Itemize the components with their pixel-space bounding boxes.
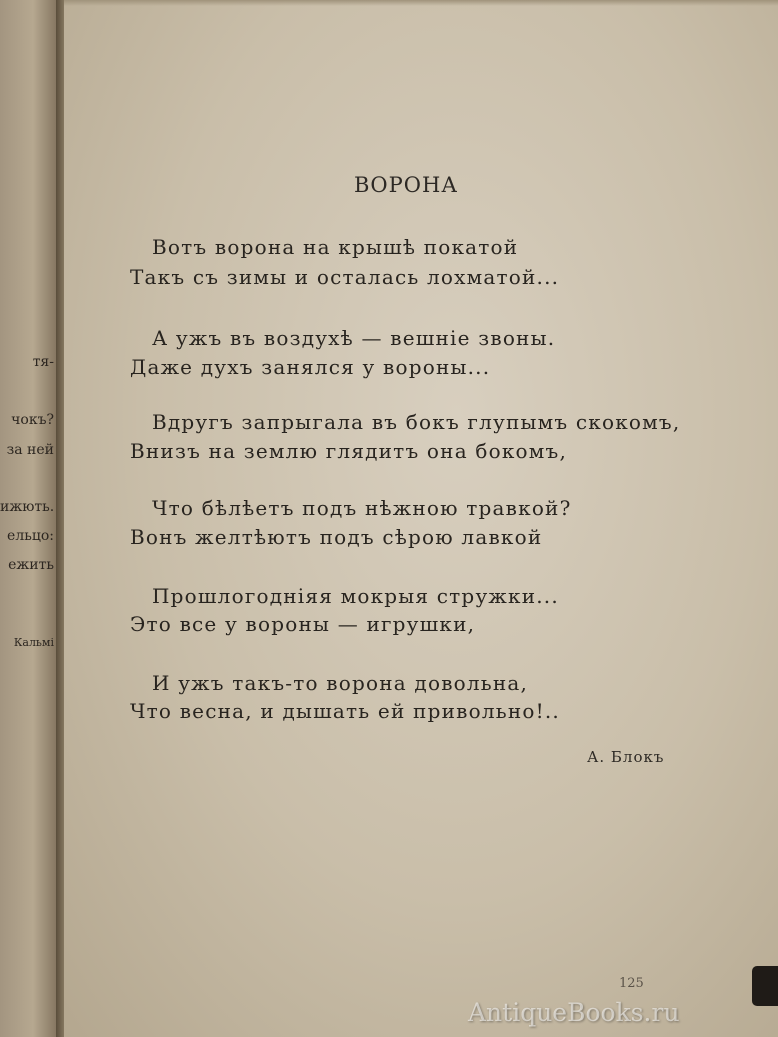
poem-line: Внизъ на землю глядитъ она бокомъ, [130, 439, 568, 463]
author-signature: А. Блокъ [587, 748, 665, 766]
poem-line: Что весна, и дышать ей привольно!.. [130, 699, 560, 723]
prev-page-fragment: Кальмі [13, 636, 54, 649]
prev-page-fragment: ежить [8, 557, 54, 573]
previous-page-edge [0, 0, 60, 1037]
poem-line: Прошлогодніяя мокрыя стружки... [152, 584, 559, 608]
watermark: AntiqueBooks.ru [468, 998, 680, 1027]
prev-page-fragment: тя- [32, 354, 54, 370]
prev-page-fragment: ижють. [0, 499, 55, 515]
page-number: 125 [619, 976, 644, 991]
prev-page-fragment: за ней [6, 442, 54, 458]
poem-line: Вдругъ запрыгала въ бокъ глупымъ скокомъ, [152, 410, 681, 434]
poem-title: ВОРОНА [354, 173, 459, 197]
poem-line: Это все у вороны — игрушки, [130, 612, 476, 636]
poem-line: И ужъ такъ-то ворона довольна, [152, 671, 529, 695]
book-page [64, 0, 778, 1037]
poem-line: Даже духъ занялся у вороны... [130, 355, 491, 379]
poem-line: Такъ съ зимы и осталась лохматой... [130, 265, 560, 289]
book-clip [752, 966, 778, 1006]
prev-page-fragment: чокъ? [11, 412, 54, 428]
prev-page-fragment: ельцо: [7, 528, 54, 544]
poem-line: Вотъ ворона на крышѣ покатой [152, 235, 519, 259]
poem-line: Что бѣлѣетъ подъ нѣжною травкой? [152, 496, 572, 520]
poem-line: А ужъ въ воздухѣ — вешніе звоны. [152, 326, 556, 350]
page-top-shadow [64, 0, 778, 6]
poem-line: Вонъ желтѣютъ подъ сѣрою лавкой [130, 525, 543, 549]
